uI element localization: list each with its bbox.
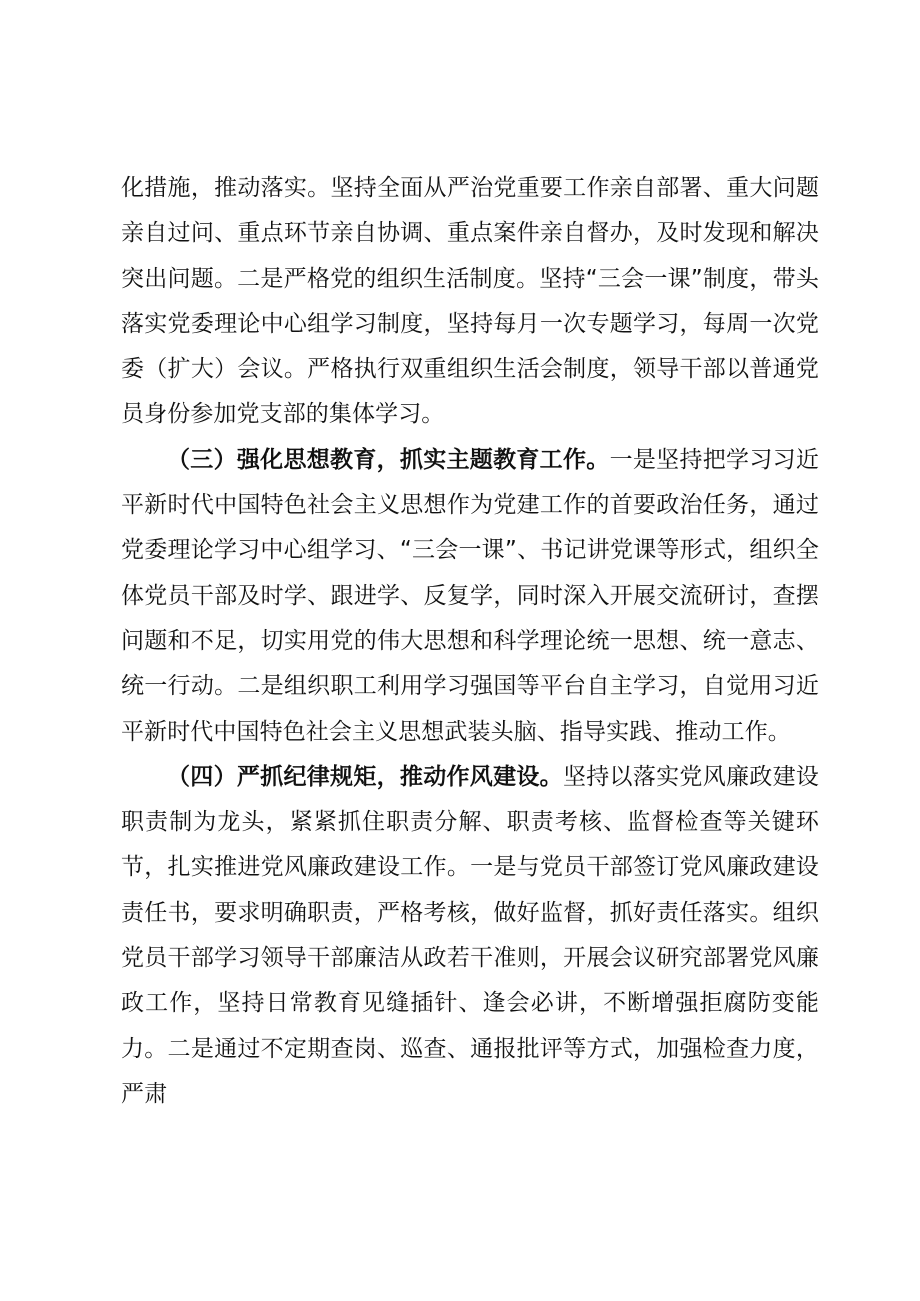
document-body (121, 166, 819, 1117)
paragraph-text: 一是坚持把学习习近平新时代中国特色社会主义思想作为党建工作的首要政治任务，通过党委理论学习中心组学习、“三会一课”、书记讲党课等形式，组织全体党员干部及时学、跟进学、反复学，同时深入开展交流研讨，查摆问题和不足，切实用党的伟大思想和科学理论统一思想、统一意志、统一行动。二是组织职工利用学习强国等平台自主学习，自觉用习近平新时代中国特色社会主义思想武装头脑、指导实践、推动工作。 (121, 446, 819, 745)
paragraph-continuation (121, 166, 819, 438)
paragraph-text: 坚持以落实党风廉政建设职责制为龙头，紧紧抓住职责分解、职责考核、监督检查等关键环节，扎实推进党风廉政建设工作。一是与党员干部签订党风廉政建设责任书，要求明确职责，严格考核，做好监督，抓好责任落实。组织党员干部学习领导干部廉洁从政若干准则，开展会议研究部署党风廉政工作，坚持日常教育见缝插针、逢会必讲，不断增强拒腐防变能力。二是通过不定期查岗、巡查、通报批评等方式，加强检查力度，严肃 (121, 763, 819, 1107)
paragraph-section-three (121, 438, 819, 755)
paragraph-text: 化措施，推动落实。坚持全面从严治党重要工作亲自部署、重大问题亲自过问、重点环节亲自协调、重点案件亲自督办，及时发现和解决突出问题。二是严格党的组织生活制度。坚持“三会一课”制度，带头落实党委理论中心组学习制度，坚持每月一次专题学习，每周一次党委（扩大）会议。严格执行双重组织生活会制度，领导干部以普通党员身份参加党支部的集体学习。 (121, 175, 819, 428)
paragraph-section-four (121, 755, 819, 1117)
section-heading: （三）强化思想教育，抓实主题教育工作。 (167, 446, 610, 473)
section-heading: （四）严抓纪律规矩，推动作风建设。 (167, 763, 563, 790)
